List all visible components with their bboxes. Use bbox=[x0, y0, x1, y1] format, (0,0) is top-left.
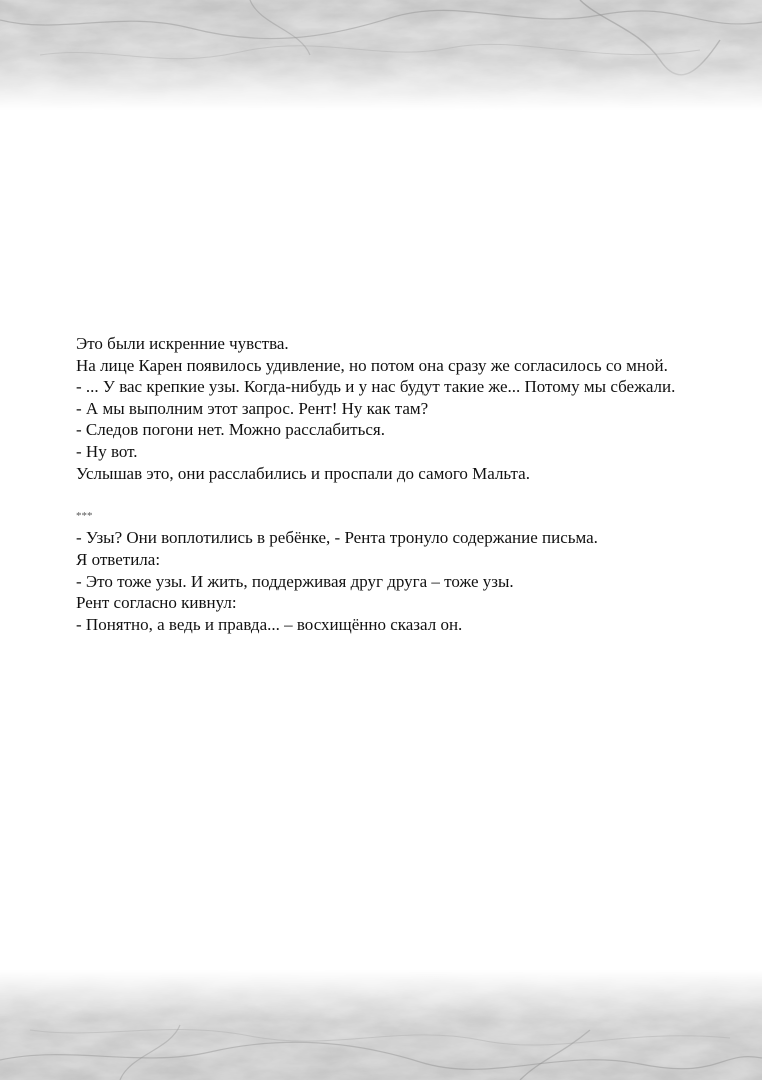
paragraph: - Это тоже узы. И жить, поддерживая друг друга – тоже узы. bbox=[76, 571, 514, 591]
paragraph: Рент согласно кивнул: bbox=[76, 593, 237, 613]
stone-texture-header bbox=[0, 0, 762, 110]
paragraph: Услышав это, они расслабились и проспали до самого Мальта. bbox=[76, 463, 530, 483]
stone-texture-footer bbox=[0, 970, 762, 1080]
paragraph: - Узы? Они воплотились в ребёнке, - Рента тронуло содержание письма. bbox=[76, 528, 598, 548]
paragraph: На лице Карен появилось удивление, но потом она сразу же согласилось со мной. bbox=[76, 355, 668, 375]
paragraph: - Понятно, а ведь и правда... – восхищённо сказал он. bbox=[76, 614, 463, 634]
paragraph: - ... У вас крепкие узы. Когда-нибудь и у нас будут такие же... Потому мы сбежали. bbox=[76, 377, 676, 397]
paragraph: - Ну вот. bbox=[76, 441, 138, 461]
paragraph: - А мы выполним этот запрос. Рент! Ну как там? bbox=[76, 398, 429, 418]
paragraph: - Следов погони нет. Можно расслабиться. bbox=[76, 420, 385, 440]
scene-break: *** bbox=[76, 509, 93, 522]
paragraph: Это были искренние чувства. bbox=[76, 334, 289, 353]
blank-line bbox=[76, 484, 716, 506]
document-body bbox=[76, 333, 716, 635]
paragraph: Я ответила: bbox=[76, 549, 161, 569]
